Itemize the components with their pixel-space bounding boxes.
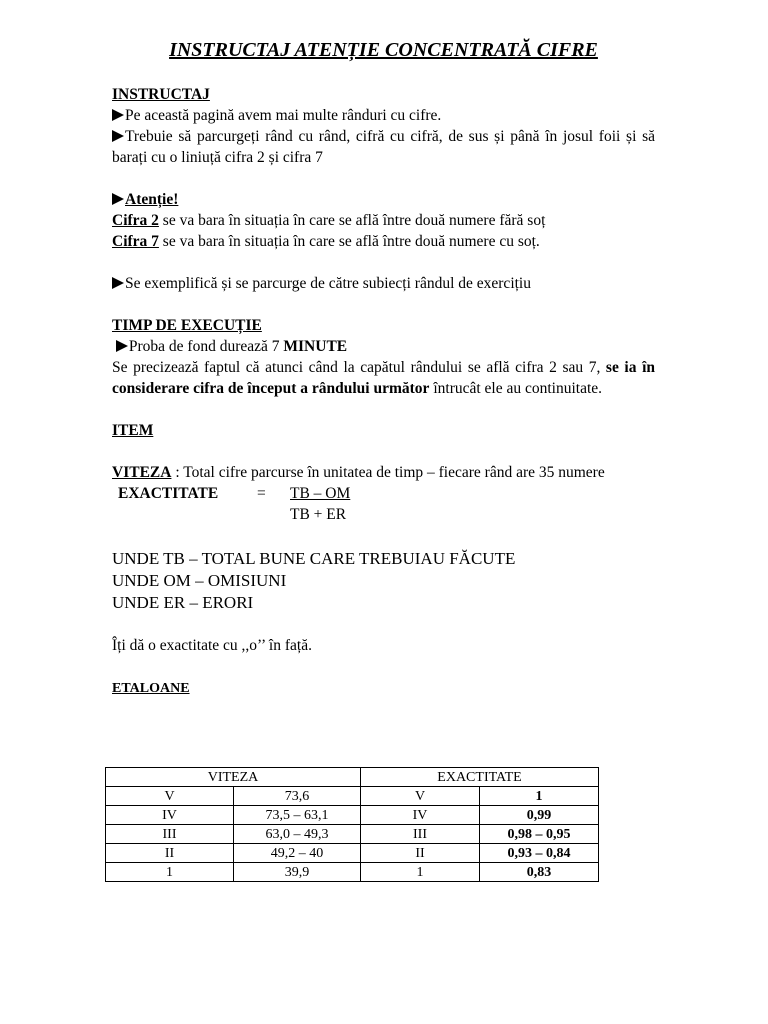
bullet-triangle-icon [112,277,124,289]
bullet-triangle-icon [112,193,124,205]
table-row [106,806,599,825]
example-line: Se exemplifică și se parcurge de către subiecți rândul de exercițiu [112,273,655,294]
table-cell: 73,6 [234,787,361,806]
definition-om: UNDE OM – OMISIUNI [112,571,287,590]
table-cell: 39,9 [234,863,361,882]
document-page [112,36,655,699]
duration-line: Proba de fond durează 7 MINUTE [112,336,655,357]
table-row [106,844,599,863]
table-header-row [106,768,599,787]
formula-numerator: TB – OM [290,485,351,502]
table-cell: V [106,787,234,806]
page-title: INSTRUCTAJ ATENȚIE CONCENTRATĂ CIFRE [169,39,598,61]
table-cell: IV [361,806,480,825]
table-cell: 1 [106,863,234,882]
table-cell: 73,5 – 63,1 [234,806,361,825]
table-cell: III [361,825,480,844]
table-cell: 1 [480,787,599,806]
table-header-cell: EXACTITATE [361,768,599,787]
table-cell: II [106,844,234,863]
table-cell: 0,93 – 0,84 [480,844,599,863]
bullet-triangle-icon [112,109,124,121]
table-cell: 0,99 [480,806,599,825]
continuity-note: Se precizează faptul că atunci când la capătul rândului se află cifra 2 sau 7, se ia în considerare cifra de început a rândului următor întrucât ele au continuitate. [112,359,655,397]
exactitate-label: EXACTITATE [118,485,219,502]
table-cell: 0,83 [480,863,599,882]
table-cell: V [361,787,480,806]
viteza-definition: VITEZA : Total cifre parcurse în unitatea de timp – fiecare rând are 35 numere [112,464,605,481]
formula-denominator: TB + ER [290,506,347,523]
etaloane-table [105,767,599,882]
timp-heading: TIMP DE EXECUȚIE [112,317,262,334]
bullet-triangle-icon [116,340,128,352]
table-cell: 0,98 – 0,95 [480,825,599,844]
definition-tb: UNDE TB – TOTAL BUNE CARE TREBUIAU FĂCUTE [112,549,516,568]
table-cell: 49,2 – 40 [234,844,361,863]
definition-er: UNDE ER – ERORI [112,593,254,612]
table-cell: IV [106,806,234,825]
table-row [106,825,599,844]
cifra-7-rule: Cifra 7 se va bara în situația în care se află între două numere cu soț. [112,233,540,250]
table-cell: III [106,825,234,844]
exactitate-note: Îți dă o exactitate cu ,,o’’ în față. [112,637,312,654]
exactitate-formula [112,483,655,527]
table-header-cell: VITEZA [106,768,361,787]
table-row [106,863,599,882]
atentie-heading: Atenție! [112,189,655,210]
table-cell: II [361,844,480,863]
table-cell: 63,0 – 49,3 [234,825,361,844]
instructaj-line-1: Pe această pagină avem mai multe rânduri cu cifre. [112,105,655,126]
item-heading: ITEM [112,422,154,439]
bullet-triangle-icon [112,130,124,142]
equals-sign: = [257,485,266,502]
table-cell: 1 [361,863,480,882]
table-row [106,787,599,806]
instructaj-line-2: Trebuie să parcurgeți rând cu rând, cifră cu cifră, de sus și până în josul foii și să barați cu o liniuță cifra 2 și cifra 7 [112,128,655,166]
cifra-2-rule: Cifra 2 se va bara în situația în care se află între două numere fără soț [112,212,546,229]
instructaj-heading: INSTRUCTAJ [112,86,210,103]
etaloane-heading: ETALOANE [112,681,190,696]
